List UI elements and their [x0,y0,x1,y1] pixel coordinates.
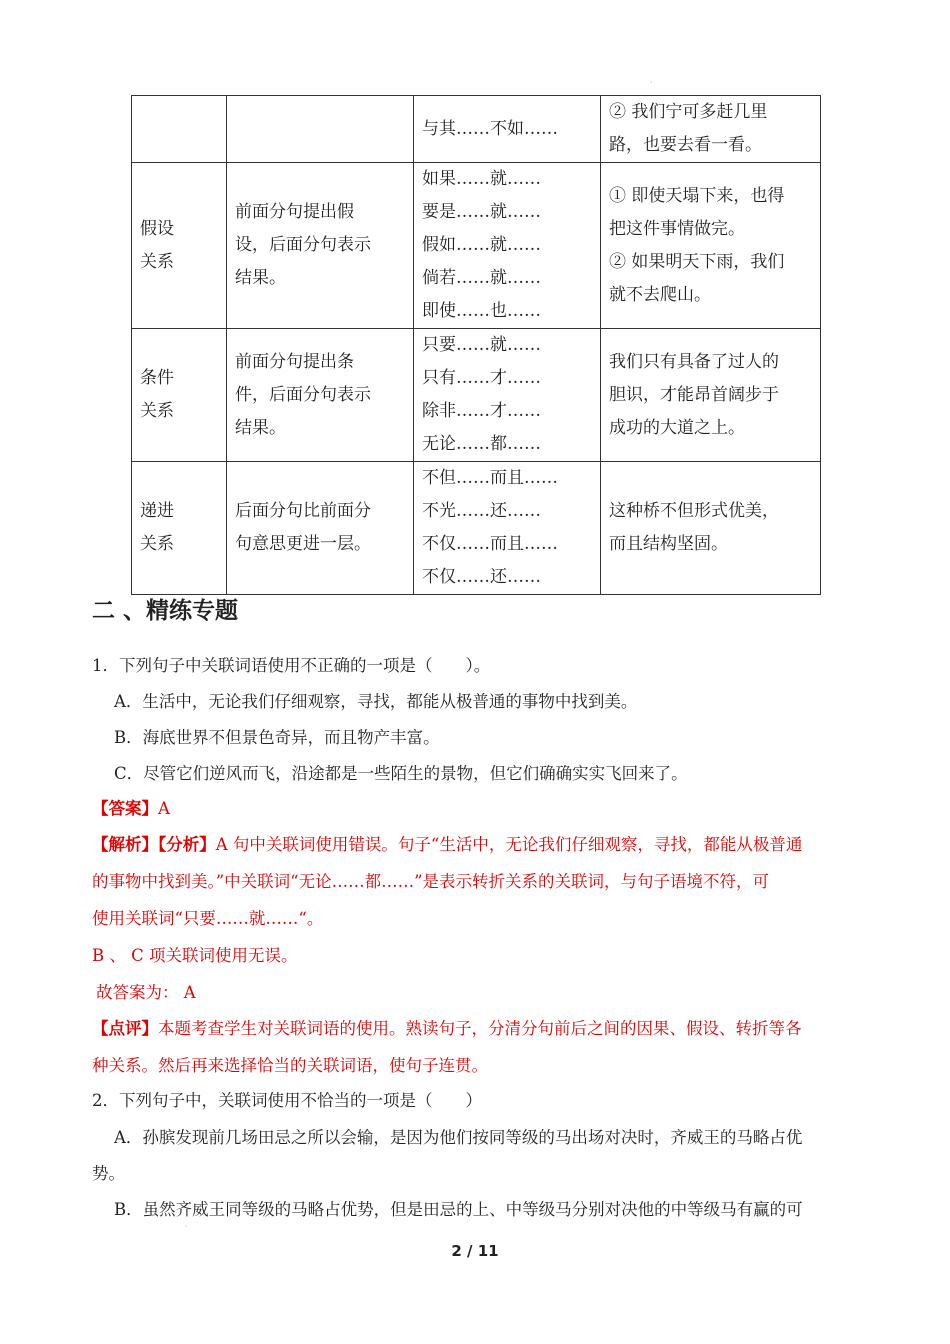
question-1-stem: 1．下列句子中关联词语使用不正确的一项是（ ）。 [92,656,491,675]
analysis-line-3: 使用关联词“只要……就……“。 [92,909,324,928]
bc-note: B 、 C 项关联词使用无误。 [92,946,298,965]
desc-cell [227,96,414,163]
question-2-option-a: A．孙膑发现前几场田忌之所以会输，是因为他们按同等级的马出场对决时，齐威王的马略占优 [114,1128,803,1147]
type-cell: 递进 关系 [132,462,227,595]
example-cell: 我们只有具备了过人的 胆识，才能昂首阔步于 成功的大道之上。 [601,329,821,462]
answer-tag: 【答案】 [92,799,158,818]
words-cell: 不但……而且…… 不光……还…… 不仅……而且…… 不仅……还…… [414,462,601,595]
table-row [132,163,821,329]
desc-cell: 后面分句比前面分 句意思更进一层。 [227,462,414,595]
example-cell: ① 即使天塌下来，也得 把这件事情做完。 ② 如果明天下雨，我们 就不去爬山。 [601,163,821,329]
words-cell: 与其……不如…… [414,96,601,163]
desc-cell: 前面分句提出条 件，后面分句表示 结果。 [227,329,414,462]
words-cell: 只要……就…… 只有……才…… 除非……才…… 无论……都…… [414,329,601,462]
page-number: 2 / 11 [451,1242,499,1260]
scan-dot: · [650,78,653,87]
answer-line [92,795,170,819]
conjunction-table [131,95,821,595]
example-cell: ② 我们宁可多赶几里 路，也要去看一看。 [601,96,821,163]
analysis-line-2: 的事物中找到美。”中关联词“无论……都……”是表示转折关系的关联词，与句子语境不符，可 [92,872,770,891]
section-title: 二 、精练专题 [92,598,239,624]
words-cell: 如果……就…… 要是……就…… 假如……就…… 倘若……就…… 即使……也…… [414,163,601,329]
question-2-option-b: B．虽然齐威王同等级的马略占优势，但是田忌的上、中等级马分别对决他的中等级马有赢的可 [114,1200,803,1219]
question-1-option-a: A．生活中，无论我们仔细观察，寻找，都能从极普通的事物中找到美。 [114,692,638,711]
table-row [132,462,821,595]
type-cell: 假设 关系 [132,163,227,329]
comment-line-2: 种关系。然后再来选择恰当的关联词语，使句子连贯。 [92,1056,488,1075]
scan-dot: · [185,1222,188,1231]
table-row [132,329,821,462]
question-1-option-b: B．海底世界不但景色奇异，而且物产丰富。 [114,728,440,747]
desc-cell: 前面分句提出假 设，后面分句表示 结果。 [227,163,414,329]
question-1-option-c: C．尽管它们逆风而飞，沿途都是一些陌生的景物，但它们确确实实飞回来了。 [114,764,688,783]
table-row [132,96,821,163]
analysis-line-1: 【解析】【分析】A 句中关联词使用错误。句子“生活中，无论我们仔细观察，寻找，都能从极普通 [92,835,803,854]
final-answer: 故答案为： A [96,983,196,1002]
answer-value: A [158,799,170,818]
question-2-option-a-cont: 势。 [92,1164,125,1183]
question-2-stem: 2．下列句子中，关联词使用不恰当的一项是（ ） [92,1091,482,1110]
type-cell: 条件 关系 [132,329,227,462]
analysis-tag: 【解析】【分析】 [92,835,216,854]
comment-line-1: 【点评】本题考查学生对关联词语的使用。熟读句子，分清分句前后之间的因果、假设、转折等各 [92,1019,802,1038]
type-cell [132,96,227,163]
comment-tag: 【点评】 [92,1019,158,1038]
example-cell: 这种桥不但形式优美， 而且结构坚固。 [601,462,821,595]
